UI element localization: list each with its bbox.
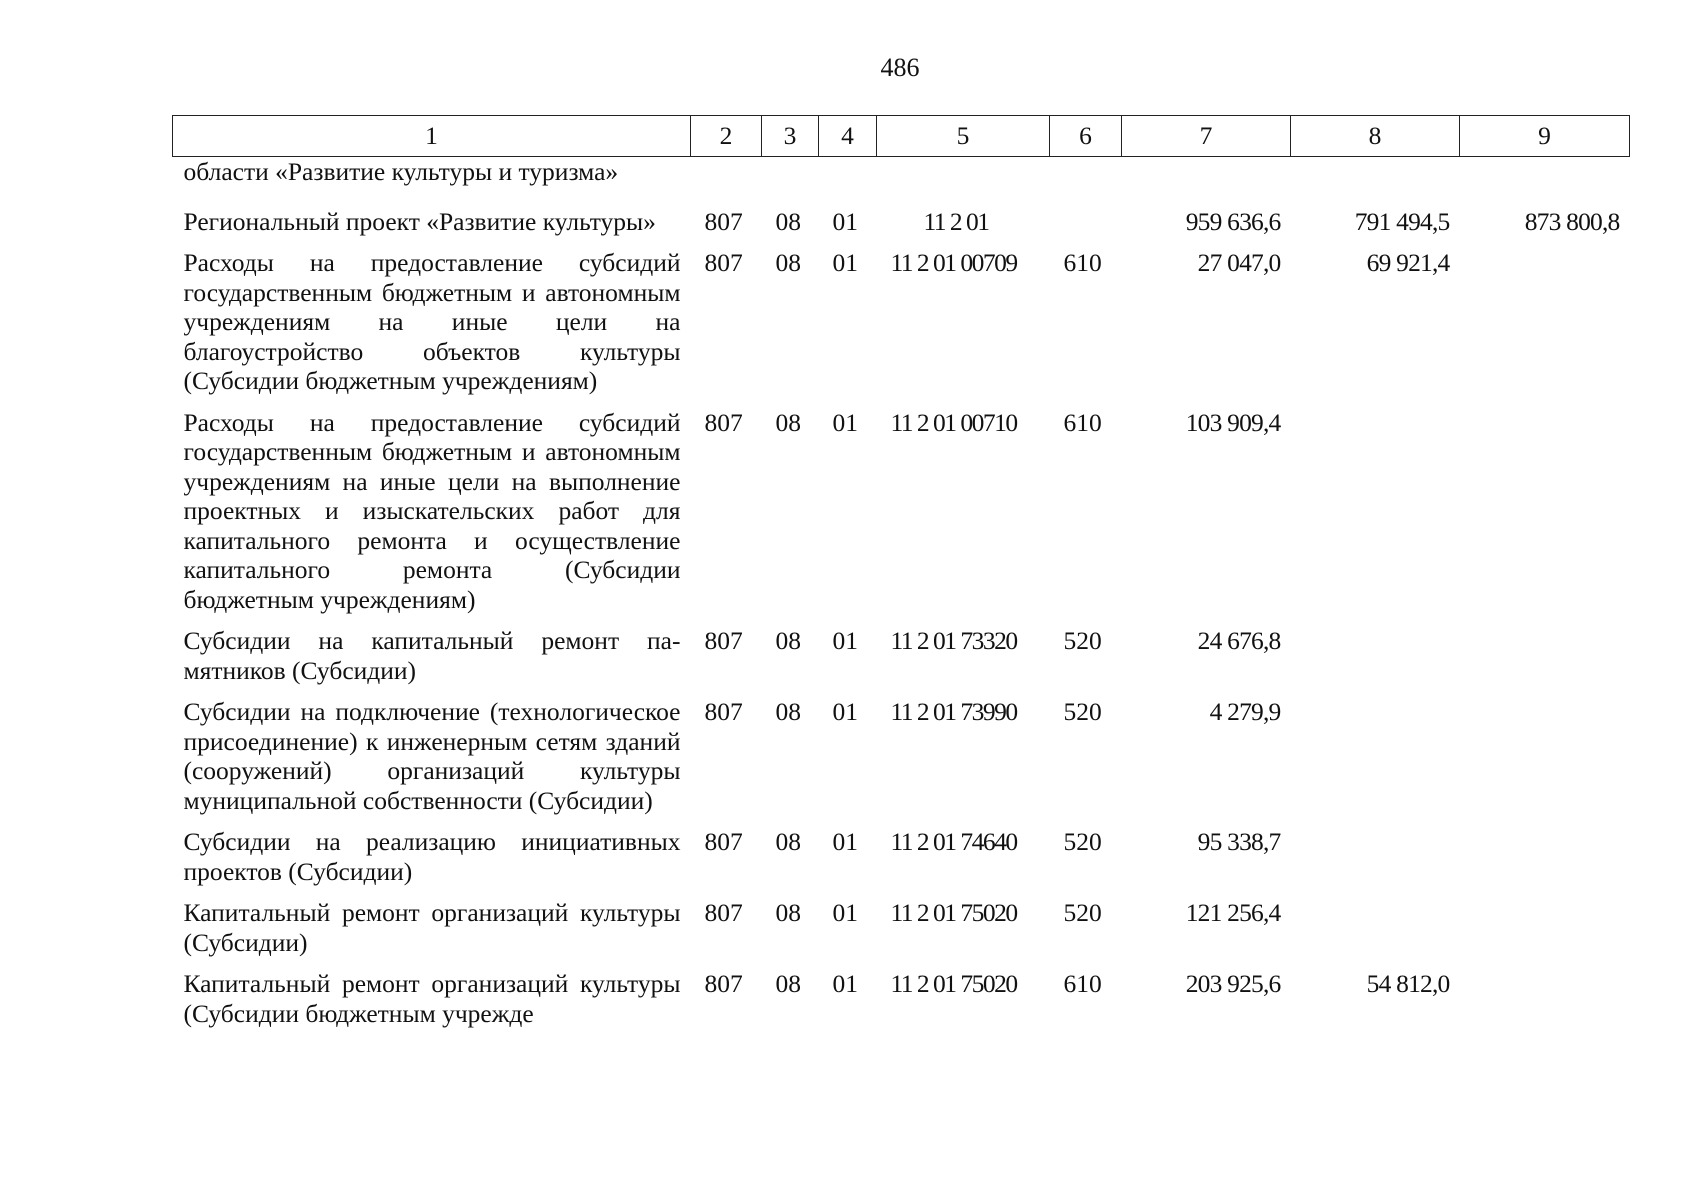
table-cell-col3: 08 (775, 827, 801, 856)
table-cell-col2: 807 (704, 248, 743, 277)
table-cell-description: Капитальный ремонт организаций культуры (Субсидии) (183, 898, 681, 957)
table-cell-col8: 54 812,0 (1366, 969, 1450, 998)
table-row (173, 207, 1630, 249)
table-cell-col3: 08 (775, 407, 801, 437)
table-cell-col8: 69 921,4 (1366, 248, 1450, 277)
table-cell-col9: 873 800,8 (1524, 206, 1620, 236)
table-cell-col3: 08 (775, 626, 801, 655)
table-cell-col6 (1050, 207, 1122, 249)
table-cell-col2: 807 (704, 206, 743, 236)
table-cell-col5: 11 2 01 (923, 206, 989, 236)
table-cell-description: области «Развитие культуры и туризма» (183, 157, 619, 186)
table-header-row (173, 116, 1630, 157)
table-row (173, 408, 1630, 627)
table-cell-col3: 08 (775, 969, 801, 998)
table-cell-col2: 807 (704, 969, 743, 998)
table-cell-col6: 610 (1063, 969, 1102, 998)
table-cell-col4: 01 (832, 898, 858, 927)
table-cell-col4: 01 (832, 626, 858, 655)
table-cell-col8 (1291, 157, 1460, 207)
table-cell-col5: 11 2 01 00709 (890, 248, 1017, 277)
table-cell-col7: 27 047,0 (1197, 248, 1281, 277)
budget-table (172, 115, 1630, 1040)
table-cell-col9 (1460, 408, 1630, 627)
table-cell-description: Субсидии на подключение (технологическое присоединение) к инженерным сетям зданий (сооружений) организаций культуры муниципальной собственности (Субсидии) (183, 697, 681, 815)
table-row (173, 827, 1630, 898)
table-cell-col9 (1460, 248, 1630, 408)
table-cell-col7: 4 279,9 (1209, 697, 1281, 726)
table-cell-col7: 121 256,4 (1185, 898, 1281, 927)
column-header: 5 (877, 116, 1050, 157)
table-cell-col4 (819, 157, 877, 207)
table-cell-col9 (1460, 157, 1630, 207)
table-cell-col6: 520 (1063, 827, 1102, 856)
column-header: 2 (691, 116, 762, 157)
table-cell-col9 (1460, 697, 1630, 827)
column-header: 3 (762, 116, 819, 157)
table-cell-col3: 08 (775, 697, 801, 726)
table-cell-col2: 807 (704, 407, 743, 437)
table-cell-col8 (1291, 898, 1460, 969)
page-number: 486 (880, 53, 920, 82)
table-row (173, 898, 1630, 969)
table-row (173, 248, 1630, 408)
table-cell-description: Субсидии на реализацию инициативных проектов (Субсидии) (183, 827, 681, 886)
table-cell-description: Расходы на предоставление субсидий государственным бюджетным и автономным учреждениям на иные цели на выполнение проектных и изыскательских работ для капитального ремонта и осуществление капитального ремонта (Субсидии бюджетным учреждениям) (183, 407, 681, 614)
table-cell-col5: 11 2 01 75020 (890, 898, 1017, 927)
table-cell-col3: 08 (775, 206, 801, 236)
table-cell-col8: 791 494,5 (1354, 206, 1450, 236)
column-header: 6 (1050, 116, 1122, 157)
table-cell-col4: 01 (832, 206, 858, 236)
table-cell-col6: 610 (1063, 407, 1102, 437)
table-cell-description: Субсидии на капитальный ремонт памятников (Субсидии) (183, 626, 681, 685)
table-cell-col3 (762, 157, 819, 207)
table-cell-col2: 807 (704, 898, 743, 927)
table-cell-col6: 520 (1063, 697, 1102, 726)
column-header: 8 (1291, 116, 1460, 157)
table-cell-col6: 610 (1063, 248, 1102, 277)
table-cell-col5 (877, 157, 1050, 207)
table-cell-col5: 11 2 01 73990 (890, 697, 1017, 726)
column-header: 4 (819, 116, 877, 157)
table-row (173, 697, 1630, 827)
table-cell-col7: 203 925,6 (1185, 969, 1281, 998)
table-cell-col8 (1291, 827, 1460, 898)
table-cell-col4: 01 (832, 827, 858, 856)
table-cell-col9 (1460, 626, 1630, 697)
table-cell-col5: 11 2 01 00710 (890, 407, 1017, 437)
table-cell-col6: 520 (1063, 898, 1102, 927)
table-cell-col4: 01 (832, 697, 858, 726)
table-cell-col2: 807 (704, 697, 743, 726)
column-header: 1 (173, 116, 691, 157)
table-cell-col8 (1291, 408, 1460, 627)
table-cell-col9 (1460, 969, 1630, 1040)
table-cell-col7: 24 676,8 (1197, 626, 1281, 655)
column-header: 7 (1122, 116, 1291, 157)
table-cell-col7: 959 636,6 (1185, 206, 1281, 236)
table-cell-col5: 11 2 01 74640 (890, 827, 1017, 856)
table-cell-col5: 11 2 01 75020 (890, 969, 1017, 998)
table-cell-col7: 103 909,4 (1185, 407, 1281, 437)
table-cell-col8 (1291, 697, 1460, 827)
table-cell-col2: 807 (704, 626, 743, 655)
table-cell-col9 (1460, 898, 1630, 969)
table-row (173, 626, 1630, 697)
column-header: 9 (1460, 116, 1630, 157)
table-cell-col4: 01 (832, 407, 858, 437)
table-cell-col9 (1460, 827, 1630, 898)
table-cell-col6 (1050, 157, 1122, 207)
table-cell-col4: 01 (832, 969, 858, 998)
table-cell-col5: 11 2 01 73320 (890, 626, 1017, 655)
table-cell-col3: 08 (775, 248, 801, 277)
table-cell-col2 (691, 157, 762, 207)
table-cell-col2: 807 (704, 827, 743, 856)
table-cell-col7: 95 338,7 (1197, 827, 1281, 856)
table-cell-col6: 520 (1063, 626, 1102, 655)
table-cell-description: Расходы на предоставление субсидий государственным бюджетным и автономным учреждениям на иные цели на благоустройство объектов культуры (Субсидии бюджетным учреждениям) (183, 248, 681, 395)
table-cell-description: Региональный проект «Развитие культуры» (183, 206, 656, 236)
table-row (173, 969, 1630, 1040)
table-cell-col7 (1122, 157, 1291, 207)
table-row (173, 157, 1630, 207)
table-cell-col4: 01 (832, 248, 858, 277)
table-cell-description: Капитальный ремонт организаций культуры (Субсидии бюджетным учрежде (183, 969, 681, 1028)
table-cell-col8 (1291, 626, 1460, 697)
table-cell-col3: 08 (775, 898, 801, 927)
